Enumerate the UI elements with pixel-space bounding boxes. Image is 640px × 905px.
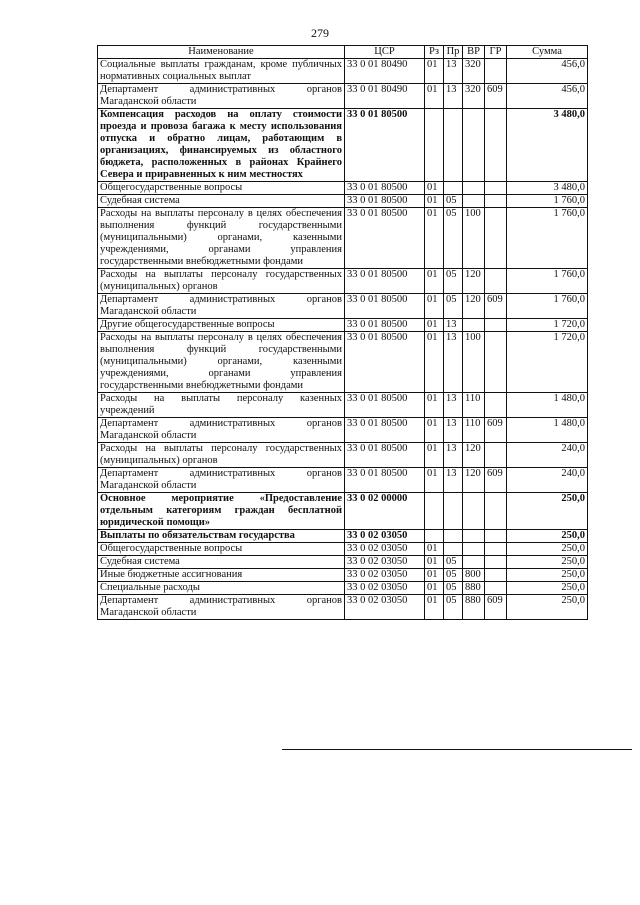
- cell-vr: 110: [463, 393, 485, 418]
- cell-rz: 01: [425, 195, 444, 208]
- cell-name: Расходы на выплаты персоналу казенных учреждений: [98, 393, 345, 418]
- footer-rule: [282, 749, 632, 750]
- cell-rz: 01: [425, 582, 444, 595]
- cell-sum: 250,0: [507, 569, 588, 582]
- cell-sum: 250,0: [507, 556, 588, 569]
- cell-csr: 33 0 02 03050: [345, 530, 425, 543]
- table-row: [98, 59, 588, 84]
- cell-pr: 13: [444, 84, 463, 109]
- cell-pr: 05: [444, 569, 463, 582]
- cell-sum: 3 480,0: [507, 109, 588, 182]
- cell-rz: 01: [425, 468, 444, 493]
- table-row: [98, 530, 588, 543]
- cell-name: Другие общегосударственные вопросы: [98, 319, 345, 332]
- cell-sum: 240,0: [507, 443, 588, 468]
- cell-name: Департамент административных органов Магаданской области: [98, 418, 345, 443]
- cell-pr: 13: [444, 418, 463, 443]
- cell-sum: 240,0: [507, 468, 588, 493]
- cell-rz: 01: [425, 294, 444, 319]
- cell-pr: 13: [444, 443, 463, 468]
- cell-csr: 33 0 02 03050: [345, 595, 425, 620]
- header-sum: Сумма: [507, 46, 588, 59]
- cell-csr: 33 0 01 80500: [345, 319, 425, 332]
- cell-name: Департамент административных органов Магаданской области: [98, 468, 345, 493]
- cell-name: Общегосударственные вопросы: [98, 182, 345, 195]
- cell-name: Компенсация расходов на оплату стоимости проезда и провоза багажа к месту использования отпуска и обратно лицам, работающим в организациях, финансируемых из областного бюджета, расположенных в районах Крайнего Севера и приравненных к ним местностях: [98, 109, 345, 182]
- cell-vr: [463, 182, 485, 195]
- cell-gr: [485, 195, 507, 208]
- cell-name: Расходы на выплаты персоналу государственных (муниципальных) органов: [98, 443, 345, 468]
- cell-gr: [485, 59, 507, 84]
- cell-name: Департамент административных органов Магаданской области: [98, 84, 345, 109]
- cell-pr: [444, 493, 463, 530]
- cell-sum: 1 760,0: [507, 208, 588, 269]
- cell-vr: 320: [463, 59, 485, 84]
- cell-sum: 250,0: [507, 582, 588, 595]
- cell-csr: 33 0 01 80500: [345, 393, 425, 418]
- cell-rz: [425, 109, 444, 182]
- cell-name: Департамент административных органов Магаданской области: [98, 294, 345, 319]
- cell-gr: [485, 443, 507, 468]
- cell-csr: 33 0 02 03050: [345, 556, 425, 569]
- table-row: [98, 543, 588, 556]
- cell-rz: 01: [425, 332, 444, 393]
- table-row: [98, 493, 588, 530]
- cell-pr: 05: [444, 208, 463, 269]
- cell-pr: [444, 543, 463, 556]
- cell-csr: 33 0 01 80500: [345, 208, 425, 269]
- cell-vr: 800: [463, 569, 485, 582]
- table-row: [98, 569, 588, 582]
- cell-sum: 1 760,0: [507, 294, 588, 319]
- cell-rz: 01: [425, 556, 444, 569]
- cell-vr: 320: [463, 84, 485, 109]
- cell-csr: 33 0 02 03050: [345, 543, 425, 556]
- table-row: [98, 84, 588, 109]
- table-row: [98, 443, 588, 468]
- table-row: [98, 269, 588, 294]
- cell-name: Специальные расходы: [98, 582, 345, 595]
- table-row: [98, 418, 588, 443]
- cell-gr: [485, 556, 507, 569]
- cell-gr: 609: [485, 294, 507, 319]
- cell-sum: 250,0: [507, 493, 588, 530]
- cell-csr: 33 0 02 03050: [345, 569, 425, 582]
- cell-csr: 33 0 02 00000: [345, 493, 425, 530]
- cell-vr: [463, 493, 485, 530]
- cell-gr: [485, 543, 507, 556]
- cell-pr: 13: [444, 59, 463, 84]
- cell-csr: 33 0 01 80500: [345, 332, 425, 393]
- cell-csr: 33 0 01 80500: [345, 269, 425, 294]
- cell-rz: 01: [425, 569, 444, 582]
- cell-sum: 1 480,0: [507, 418, 588, 443]
- cell-rz: 01: [425, 543, 444, 556]
- cell-sum: 1 720,0: [507, 332, 588, 393]
- table-row: [98, 468, 588, 493]
- cell-sum: 1 720,0: [507, 319, 588, 332]
- cell-pr: 05: [444, 595, 463, 620]
- cell-sum: 3 480,0: [507, 182, 588, 195]
- cell-name: Иные бюджетные ассигнования: [98, 569, 345, 582]
- table-body: [98, 59, 588, 620]
- cell-sum: 1 760,0: [507, 195, 588, 208]
- cell-rz: 01: [425, 418, 444, 443]
- page-number: 279: [311, 26, 329, 40]
- cell-csr: 33 0 01 80500: [345, 443, 425, 468]
- cell-vr: [463, 556, 485, 569]
- cell-vr: 100: [463, 208, 485, 269]
- table-row: [98, 556, 588, 569]
- table-row: [98, 195, 588, 208]
- cell-vr: 100: [463, 332, 485, 393]
- header-vr: ВР: [463, 46, 485, 59]
- cell-sum: 250,0: [507, 595, 588, 620]
- cell-gr: 609: [485, 418, 507, 443]
- cell-csr: 33 0 01 80500: [345, 468, 425, 493]
- header-pr: Пр: [444, 46, 463, 59]
- cell-sum: 250,0: [507, 543, 588, 556]
- cell-rz: 01: [425, 84, 444, 109]
- cell-pr: 05: [444, 294, 463, 319]
- cell-rz: [425, 530, 444, 543]
- cell-gr: 609: [485, 595, 507, 620]
- cell-gr: [485, 332, 507, 393]
- table-row: [98, 208, 588, 269]
- cell-gr: 609: [485, 468, 507, 493]
- cell-name: Общегосударственные вопросы: [98, 543, 345, 556]
- cell-vr: 120: [463, 294, 485, 319]
- cell-gr: [485, 393, 507, 418]
- cell-csr: 33 0 02 03050: [345, 582, 425, 595]
- cell-vr: 880: [463, 595, 485, 620]
- table-row: [98, 582, 588, 595]
- cell-csr: 33 0 01 80500: [345, 418, 425, 443]
- cell-name: Судебная система: [98, 195, 345, 208]
- cell-gr: [485, 319, 507, 332]
- cell-sum: 1 480,0: [507, 393, 588, 418]
- cell-rz: 01: [425, 208, 444, 269]
- cell-vr: 120: [463, 468, 485, 493]
- cell-vr: 110: [463, 418, 485, 443]
- cell-name: Расходы на выплаты персоналу в целях обеспечения выполнения функций государственными (муниципальными) органами, казенными учреждениями, органами управления государственными внебюджетными фондами: [98, 332, 345, 393]
- cell-pr: 05: [444, 269, 463, 294]
- cell-pr: [444, 109, 463, 182]
- cell-gr: [485, 493, 507, 530]
- cell-csr: 33 0 01 80500: [345, 195, 425, 208]
- cell-rz: 01: [425, 269, 444, 294]
- cell-pr: [444, 182, 463, 195]
- cell-gr: [485, 182, 507, 195]
- cell-csr: 33 0 01 80490: [345, 59, 425, 84]
- cell-rz: 01: [425, 59, 444, 84]
- cell-rz: [425, 493, 444, 530]
- cell-name: Выплаты по обязательствам государства: [98, 530, 345, 543]
- cell-vr: 120: [463, 269, 485, 294]
- cell-pr: 05: [444, 582, 463, 595]
- table-row: [98, 182, 588, 195]
- header-name: Наименование: [98, 46, 345, 59]
- budget-table: [97, 45, 588, 620]
- cell-pr: 05: [444, 556, 463, 569]
- cell-sum: 1 760,0: [507, 269, 588, 294]
- header-csr: ЦСР: [345, 46, 425, 59]
- table-row: [98, 393, 588, 418]
- cell-gr: [485, 269, 507, 294]
- cell-csr: 33 0 01 80500: [345, 109, 425, 182]
- cell-rz: 01: [425, 319, 444, 332]
- cell-sum: 456,0: [507, 59, 588, 84]
- cell-gr: [485, 109, 507, 182]
- cell-name: Судебная система: [98, 556, 345, 569]
- cell-rz: 01: [425, 443, 444, 468]
- cell-name: Департамент административных органов Магаданской области: [98, 595, 345, 620]
- cell-vr: [463, 543, 485, 556]
- header-gr: ГР: [485, 46, 507, 59]
- table-row: [98, 319, 588, 332]
- cell-pr: 13: [444, 319, 463, 332]
- cell-sum: 456,0: [507, 84, 588, 109]
- table-header-row: [98, 46, 588, 59]
- table-row: [98, 109, 588, 182]
- cell-pr: 05: [444, 195, 463, 208]
- cell-rz: 01: [425, 595, 444, 620]
- cell-csr: 33 0 01 80490: [345, 84, 425, 109]
- cell-rz: 01: [425, 393, 444, 418]
- cell-gr: [485, 208, 507, 269]
- cell-gr: 609: [485, 84, 507, 109]
- cell-name: Основное мероприятие «Предоставление отдельным категориям граждан бесплатной юридической помощи»: [98, 493, 345, 530]
- cell-csr: 33 0 01 80500: [345, 182, 425, 195]
- cell-vr: [463, 319, 485, 332]
- cell-pr: 13: [444, 468, 463, 493]
- table-row: [98, 595, 588, 620]
- cell-pr: 13: [444, 332, 463, 393]
- cell-pr: 13: [444, 393, 463, 418]
- cell-name: Социальные выплаты гражданам, кроме публичных нормативных социальных выплат: [98, 59, 345, 84]
- cell-vr: [463, 195, 485, 208]
- cell-vr: [463, 109, 485, 182]
- cell-gr: [485, 569, 507, 582]
- cell-gr: [485, 530, 507, 543]
- cell-name: Расходы на выплаты персоналу в целях обеспечения выполнения функций государственными (муниципальными) органами, казенными учреждениями, органами управления государственными внебюджетными фондами: [98, 208, 345, 269]
- table-row: [98, 332, 588, 393]
- cell-vr: 120: [463, 443, 485, 468]
- table-row: [98, 294, 588, 319]
- cell-gr: [485, 582, 507, 595]
- header-rz: Рз: [425, 46, 444, 59]
- cell-vr: [463, 530, 485, 543]
- cell-pr: [444, 530, 463, 543]
- cell-name: Расходы на выплаты персоналу государственных (муниципальных) органов: [98, 269, 345, 294]
- cell-rz: 01: [425, 182, 444, 195]
- cell-csr: 33 0 01 80500: [345, 294, 425, 319]
- cell-vr: 880: [463, 582, 485, 595]
- cell-sum: 250,0: [507, 530, 588, 543]
